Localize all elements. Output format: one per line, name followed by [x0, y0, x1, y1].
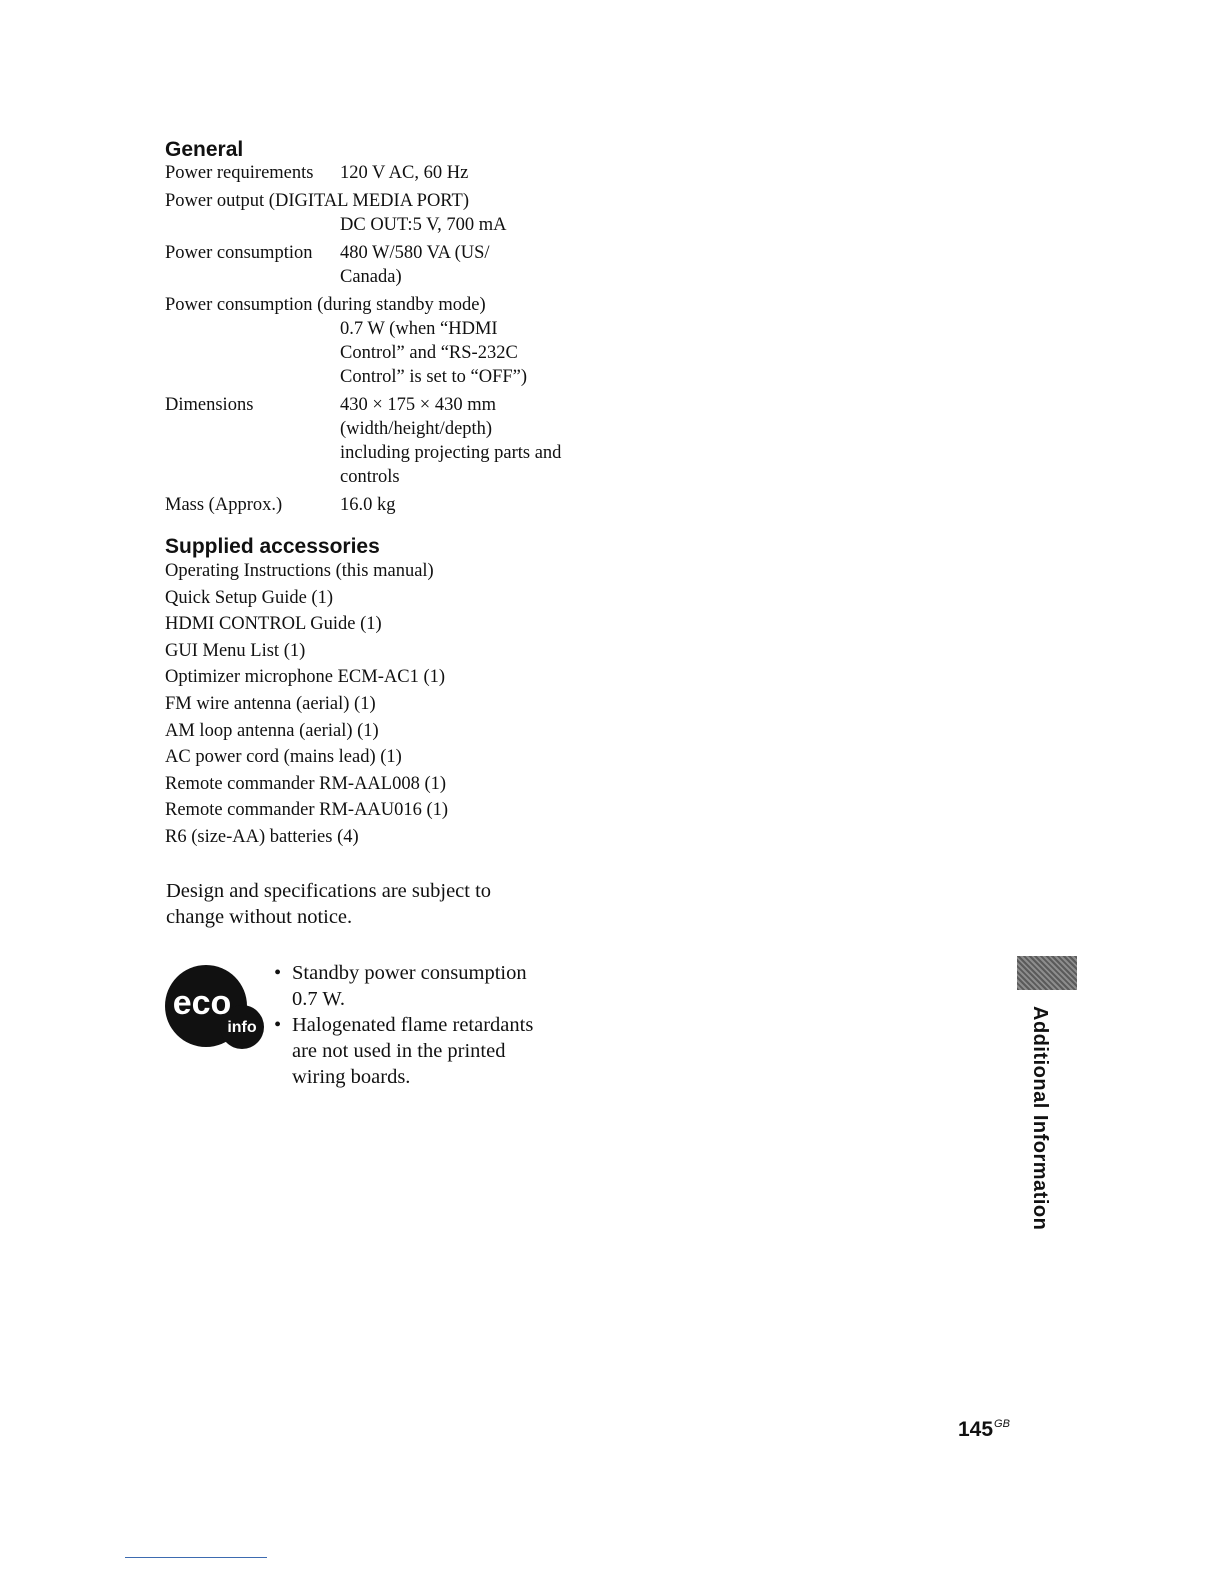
general-heading: General [165, 138, 244, 161]
spec-label: Power consumption (during standby mode) [165, 295, 486, 315]
list-item: Operating Instructions (this manual) [165, 561, 434, 581]
page-number-suffix: GB [994, 1418, 1010, 1430]
list-item: AC power cord (mains lead) (1) [165, 747, 402, 768]
spec-row-standby-consumption [165, 293, 580, 389]
spec-row-dimensions [165, 393, 580, 489]
spec-value: DC OUT:5 V, 700 mA [340, 215, 507, 235]
list-item: Remote commander RM-AAL008 (1) [165, 773, 447, 794]
spec-row-power-output [165, 189, 580, 237]
accessories-heading: Supplied accessories [165, 535, 380, 558]
list-item: Optimizer microphone ECM-AC1 (1) [165, 667, 446, 688]
spec-value: 120 V AC, 60 Hz [340, 163, 469, 183]
spec-label: Power requirements [165, 163, 314, 183]
spec-row-mass [165, 493, 580, 517]
page-number [958, 1418, 1010, 1442]
spec-row-power-requirements [165, 161, 580, 185]
list-item: HDMI CONTROL Guide (1) [165, 614, 382, 635]
eco-logo-main: eco [172, 984, 232, 1022]
specification-notice: Design and specifications are subject to change without notice. [166, 880, 492, 928]
spec-value: 0.7 W (when “HDMI Control” and “RS-232C Control” is set to “OFF”) [340, 319, 528, 387]
footer-rule [125, 1557, 267, 1558]
spec-value: 480 W/580 VA (US/ Canada) [340, 243, 490, 287]
eco-logo-sub: info [227, 1019, 257, 1036]
spec-label: Power output (DIGITAL MEDIA PORT) [165, 191, 469, 211]
spec-row-power-consumption [165, 241, 580, 289]
page-number-value: 145 [958, 1418, 994, 1441]
spec-label: Dimensions [165, 395, 254, 415]
spec-value: 430 × 175 × 430 mm (width/height/depth) including projecting parts and controls [340, 395, 562, 487]
list-item: Quick Setup Guide (1) [165, 587, 334, 608]
list-item: • Standby power consumption 0.7 W. [274, 960, 554, 1012]
list-item: AM loop antenna (aerial) (1) [165, 720, 379, 741]
spec-value: 16.0 kg [340, 495, 396, 515]
list-item: Remote commander RM-AAU016 (1) [165, 800, 449, 821]
section-tab-label: Additional Information [1029, 1006, 1051, 1231]
spec-label: Mass (Approx.) [165, 495, 283, 515]
list-item: R6 (size-AA) batteries (4) [165, 826, 359, 847]
spec-label: Power consumption [165, 243, 313, 263]
eco-info-logo [164, 964, 268, 1050]
eco-bullets [274, 960, 554, 1090]
list-item: GUI Menu List (1) [165, 640, 306, 661]
list-item: • Halogenated flame retardants are not used in the printed wiring boards. [274, 1012, 554, 1090]
accessories-list [165, 558, 448, 851]
section-tab-marker [1017, 956, 1077, 990]
list-item: FM wire antenna (aerial) (1) [165, 693, 376, 714]
general-spec-table [165, 161, 580, 517]
